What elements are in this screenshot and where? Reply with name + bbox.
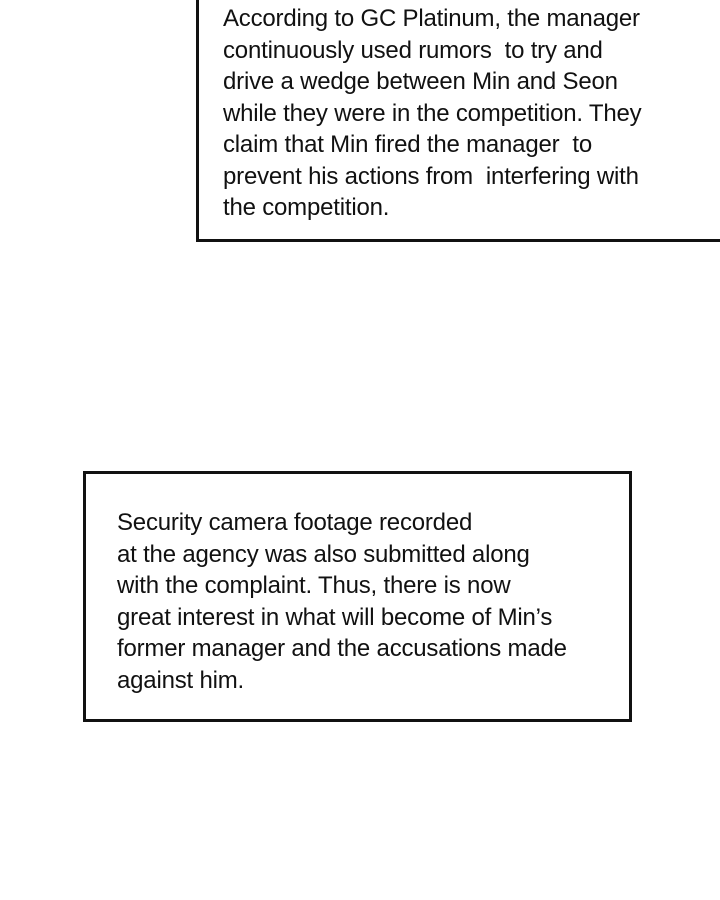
- top-caption-line-7: the competition.: [223, 194, 390, 221]
- top-caption-line-5: claim that Min fired the manager to: [223, 131, 592, 158]
- bottom-caption-line-2: at the agency was also submitted along: [117, 540, 530, 568]
- top-caption-line-6: prevent his actions from interfering with: [223, 162, 639, 190]
- top-caption-line-2: continuously used rumors to try and: [223, 36, 603, 64]
- top-caption-line-3: drive a wedge between Min and Seon: [223, 68, 618, 95]
- bottom-caption-line-5: former manager and the accusations made: [117, 635, 567, 662]
- top-caption-line-1: According to GC Platinum, the manager: [223, 5, 640, 32]
- bottom-caption-line-6: against him.: [117, 666, 244, 694]
- top-caption-box: [196, 0, 720, 242]
- bottom-caption-line-3: with the complaint. Thus, there is now: [117, 572, 511, 599]
- bottom-caption-line-1: Security camera footage recorded: [117, 509, 473, 536]
- bottom-caption-box: [83, 471, 632, 722]
- bottom-caption-line-4: great interest in what will become of Min’s: [117, 603, 553, 631]
- top-caption-line-4: while they were in the competition. They: [223, 99, 642, 127]
- bottom-caption-text: [117, 507, 567, 696]
- top-caption-text: [223, 3, 641, 224]
